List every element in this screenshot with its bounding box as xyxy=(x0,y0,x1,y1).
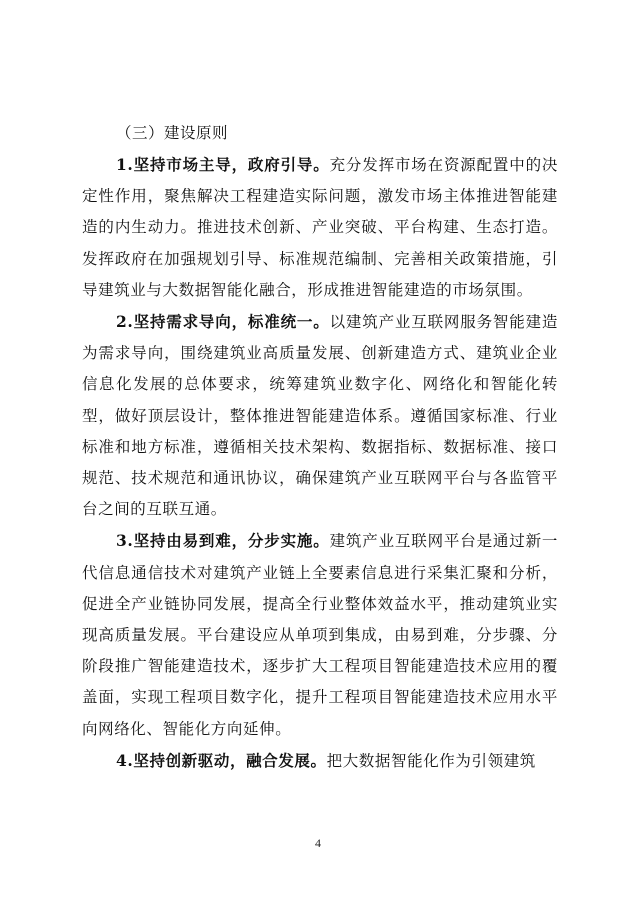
paragraph-2-lead: 2.坚持需求导向，标准统一。 xyxy=(116,312,330,332)
paragraph-3-lead: 3.坚持由易到难，分步实施。 xyxy=(116,531,330,551)
section-heading: （三）建设原则 xyxy=(116,124,229,142)
paragraph-4 xyxy=(82,745,558,777)
page-number: 4 xyxy=(315,836,321,850)
paragraph-3-body: 建筑产业互联网平台是通过新一代信息通信技术对建筑产业链上全要素信息进行采集汇聚和分析，促进全产业链协同发展，提高全行业整体效益水平，推动建筑业实现高质量发展。平台建设应从单项到集成，由易到难，分步骤、分阶段推广智能建造技术，逐步扩大工程项目智能建造技术应用的覆盖面，实现工程项目数字化，提升工程项目智能建造技术应用水平向网络化、智能化方向延伸。 xyxy=(82,532,558,738)
paragraph-3 xyxy=(82,525,558,744)
paragraph-2 xyxy=(82,306,558,525)
paragraph-2-body: 以建筑产业互联网服务智能建造为需求导向，围绕建筑业高质量发展、创新建造方式、建筑业企业信息化发展的总体要求，统筹建筑业数字化、网络化和智能化转型，做好顶层设计，整体推进智能建造体系。遵循国家标准、行业标准和地方标准，遵循相关技术架构、数据指标、数据标准、接口规范、技术规范和通讯协议，确保建筑产业互联网平台与各监管平台之间的互联互通。 xyxy=(82,313,558,519)
paragraph-4-lead: 4.坚持创新驱动，融合发展。 xyxy=(116,750,327,770)
paragraph-4-body: 把大数据智能化作为引领建筑 xyxy=(326,751,536,770)
paragraph-1-body: 充分发挥市场在资源配置中的决定性作用，聚焦解决工程建造实际问题，激发市场主体推进智能建造的内生动力。推进技术创新、产业突破、平台构建、生态打造。发挥政府在加强规划引导、标准规范编制、完善相关政策措施，引导建筑业与大数据智能化融合，形成推进智能建造的市场氛围。 xyxy=(82,156,558,299)
paragraph-1-lead: 1.坚持市场主导，政府引导。 xyxy=(116,155,330,174)
paragraph-1 xyxy=(82,149,558,306)
document-body xyxy=(82,117,558,777)
